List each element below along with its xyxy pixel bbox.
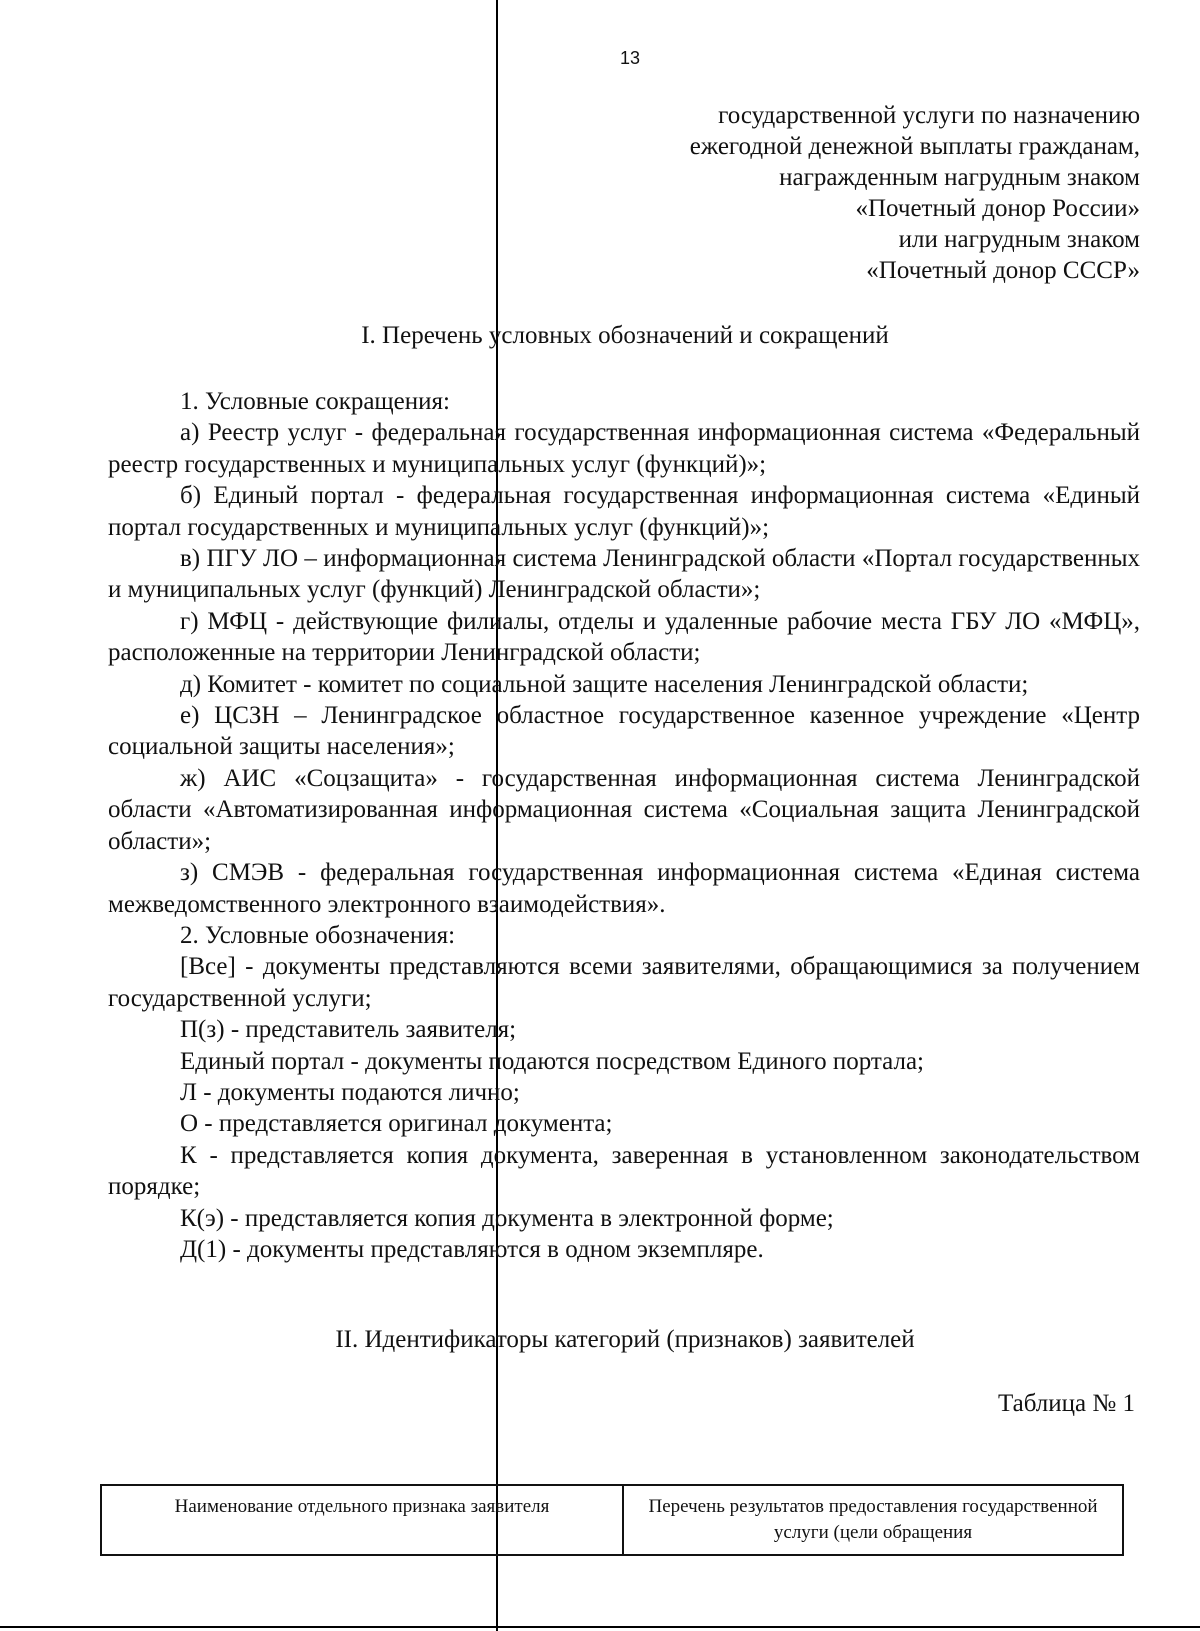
applicant-categories-table	[100, 1484, 1124, 1556]
paragraph: ж) АИС «Соцзащита» - государственная информационная система Ленинградской области «Автоматизированная информационная система «Социальная защита Ленинградской области»;	[108, 764, 1140, 855]
section-2-title: II. Идентификаторы категорий (признаков) заявителей	[335, 1326, 915, 1353]
header-line: награжденным нагрудным знаком	[779, 164, 1140, 191]
paragraph: 1. Условные сокращения:	[180, 388, 450, 415]
paragraph: 2. Условные обозначения:	[180, 921, 456, 949]
paragraph: О - представляется оригинал документа;	[180, 1110, 613, 1138]
paragraph: П(з) - представитель заявителя;	[180, 1016, 517, 1044]
header-line: или нагрудным знаком	[898, 226, 1140, 253]
paragraph: а) Реестр услуг - федеральная государственная информационная система «Федеральный реестр государственных и муниципальных услуг (функций)»;	[108, 419, 1140, 478]
paragraph: е) ЦСЗН – Ленинградское областное государственное казенное учреждение «Центр социальной защиты населения»;	[108, 702, 1140, 761]
paragraph: з) СМЭВ - федеральная государственная информационная система «Единая система межведомственного электронного взаимодействия».	[108, 859, 1140, 918]
header-line: государственной услуги по назначению	[718, 102, 1140, 129]
scan-artifact-bottom-line	[0, 1626, 1200, 1628]
paragraph: в) ПГУ ЛО – информационная система Ленинградской области «Портал государственных и муниципальных услуг (функций) Ленинградской области»;	[108, 545, 1140, 604]
paragraph: Л - документы подаются лично;	[180, 1078, 520, 1106]
paragraph: г) МФЦ - действующие филиалы, отделы и удаленные рабочие места ГБУ ЛО «МФЦ», расположенные на территории Ленинградской области;	[108, 607, 1140, 667]
paragraph: Д(1) - документы представляются в одном экземпляре.	[180, 1235, 764, 1263]
table-caption: Таблица № 1	[997, 1390, 1135, 1417]
header-block	[690, 100, 1140, 286]
section-1-title: I. Перечень условных обозначений и сокращений	[361, 322, 889, 349]
header-line: «Почетный донор СССР»	[866, 257, 1140, 284]
table-header-cell: Наименование отдельного признака заявителя	[102, 1486, 624, 1554]
header-line: ежегодной денежной выплаты гражданам,	[689, 133, 1140, 160]
page-number: 13	[619, 48, 641, 68]
paragraph: д) Комитет - комитет по социальной защите населения Ленинградской области;	[180, 670, 1029, 698]
paragraph: К(э) - представляется копия документа в электронной форме;	[180, 1204, 834, 1232]
table-header-cell: Перечень результатов предоставления государственной услуги (цели обращения	[648, 1496, 1098, 1543]
paragraph: б) Единый портал - федеральная государственная информационная система «Единый портал государственных и муниципальных услуг (функций)»;	[108, 482, 1140, 541]
body-text	[108, 386, 1140, 1265]
paragraph: [Все] - документы представляются всеми заявителями, обращающимися за получением государственной услуги;	[108, 953, 1140, 1012]
paragraph: К - представляется копия документа, заверенная в установленном законодательством порядке;	[108, 1141, 1140, 1201]
header-line: «Почетный донор России»	[855, 195, 1140, 222]
paragraph: Единый портал - документы подаются посредством Единого портала;	[180, 1047, 924, 1075]
